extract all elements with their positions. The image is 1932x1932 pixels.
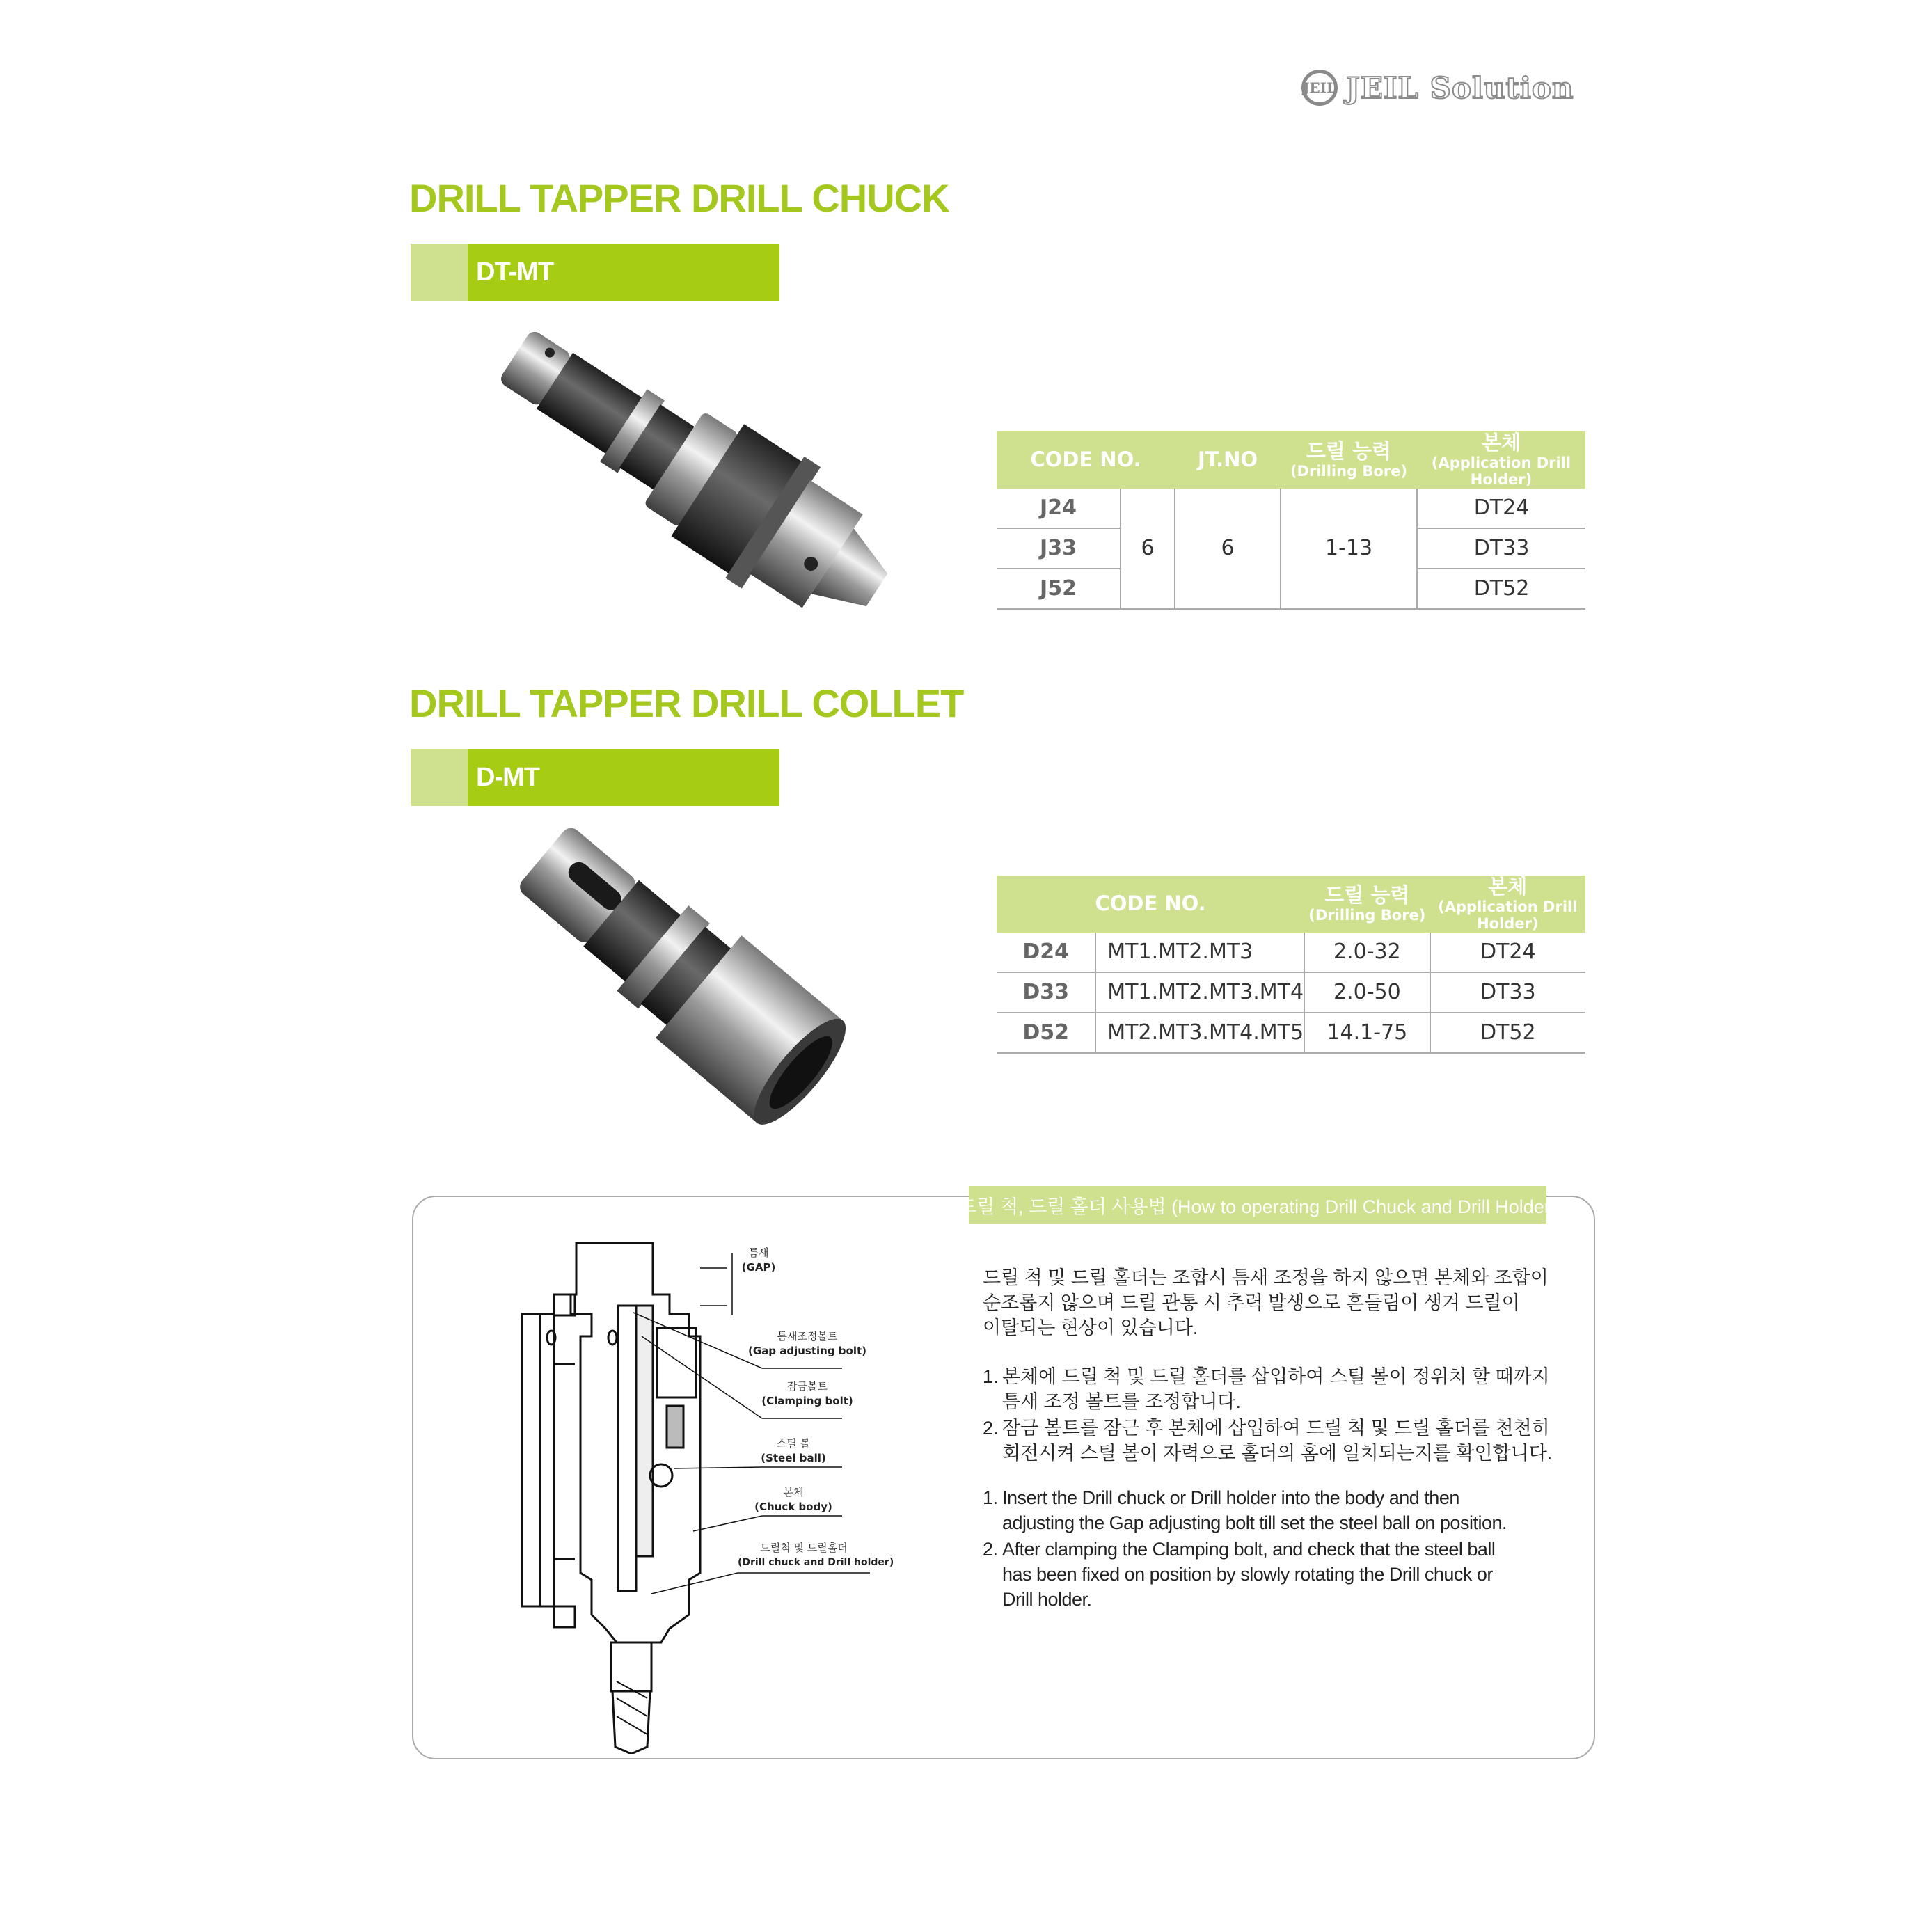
callout-gap-ko: 틈새 xyxy=(748,1246,769,1259)
chuck-cross-section-diagram xyxy=(487,1225,933,1754)
holder-cell: DT24 xyxy=(1430,933,1585,972)
howto-step-ko-2: 2. 잠금 볼트를 잠근 후 본체에 삽입하여 드릴 척 및 드릴 홀더를 천천히 회전시켜 스틸 볼이 자력으로 홀더의 홈에 일치되는지를 확인합니다. xyxy=(983,1418,1553,1464)
howto-step-en-1: 1. Insert the Drill chuck or Drill holder into the body and then adjusting the Gap adjusting bolt till set the steel ball on position. xyxy=(983,1487,1507,1533)
callout-gap-adjusting-bolt xyxy=(738,1329,877,1359)
header-holder-en: (Application Drill Holder) xyxy=(1431,454,1571,489)
jt-cell: 6 xyxy=(1175,489,1281,609)
section2-model-bar xyxy=(411,749,779,806)
col2-cell: 6 xyxy=(1121,489,1175,609)
brand-emblem-icon: JEIL xyxy=(1301,70,1338,106)
callout-holder-en: (Drill chuck and Drill holder) xyxy=(738,1557,894,1568)
callout-gap xyxy=(731,1246,786,1275)
section1-model-bar xyxy=(411,244,779,301)
mt-cell: MT1.MT2.MT3.MT4 xyxy=(1095,972,1304,1013)
code-cell: D24 xyxy=(997,933,1095,972)
table-header-row xyxy=(997,876,1585,933)
table-row xyxy=(997,489,1585,528)
callout-adj-ko: 틈새조정볼트 xyxy=(777,1330,838,1343)
bore-cell: 2.0-32 xyxy=(1304,933,1430,972)
howto-step-en-2: 2. After clamping the Clamping bolt, and check that the steel ball has been fixed on position by slowly rotating the Drill chuck or Drill holder. xyxy=(983,1539,1496,1610)
table-header-row xyxy=(997,431,1585,489)
callout-clamping-bolt xyxy=(738,1379,877,1409)
header-holder-ko: 본체 xyxy=(1481,431,1521,454)
holder-cell: DT52 xyxy=(1417,569,1585,609)
header-bore-en: (Drilling Bore) xyxy=(1308,907,1426,924)
collet-spec-table xyxy=(997,876,1585,1054)
howto-title: 드릴 척, 드릴 홀더 사용법 (How to operating Drill Chuck and Drill Holder) xyxy=(969,1186,1546,1224)
brand-logo xyxy=(1301,67,1574,109)
chuck-spec-table xyxy=(997,431,1585,610)
callout-drill-holder xyxy=(738,1541,894,1570)
callout-body-en: (Chuck body) xyxy=(754,1501,832,1513)
drill-chuck-image xyxy=(487,313,947,647)
table-row xyxy=(997,972,1585,1013)
header-bore xyxy=(1304,876,1430,933)
header-bore-ko: 드릴 능력 xyxy=(1324,883,1410,908)
code-cell: D33 xyxy=(997,972,1095,1013)
callout-steel-ball xyxy=(738,1436,849,1466)
holder-cell: DT24 xyxy=(1417,489,1585,528)
header-code: CODE NO. xyxy=(997,876,1304,933)
section2-title: DRILL TAPPER DRILL COLLET xyxy=(409,681,964,725)
callout-adj-en: (Gap adjusting bolt) xyxy=(747,1345,867,1357)
bore-cell: 14.1-75 xyxy=(1304,1013,1430,1053)
callout-chuck-body xyxy=(738,1485,849,1514)
header-bore xyxy=(1281,431,1417,489)
header-holder-ko: 본체 xyxy=(1488,875,1528,898)
table-row xyxy=(997,933,1585,972)
callout-ball-ko: 스틸 볼 xyxy=(776,1437,811,1450)
callout-clamp-ko: 잠금볼트 xyxy=(787,1380,828,1393)
code-cell: D52 xyxy=(997,1013,1095,1053)
callout-holder-ko: 드릴척 및 드릴홀더 xyxy=(760,1542,848,1554)
header-bore-ko: 드릴 능력 xyxy=(1306,439,1392,464)
brand-name: JEIL Solution xyxy=(1346,70,1574,105)
callout-body-ko: 본체 xyxy=(783,1486,804,1498)
header-jt: JT.NO xyxy=(1175,431,1281,489)
code-cell: J33 xyxy=(997,528,1121,569)
table-row xyxy=(997,1013,1585,1053)
howto-step-ko-1: 1. 본체에 드릴 척 및 드릴 홀더를 삽입하여 스틸 볼이 정위치 할 때까지 틈새 조정 볼트를 조정합니다. xyxy=(983,1366,1550,1412)
header-holder-en: (Application Drill Holder) xyxy=(1438,898,1578,933)
section1-title: DRILL TAPPER DRILL CHUCK xyxy=(409,176,949,220)
howto-intro-ko: 드릴 척 및 드릴 홀더는 조합시 틈새 조정을 하지 않으면 본체와 조합이 순조롭지 않으며 드릴 관통 시 추력 발생으로 흔들림이 생겨 드릴이 이탈되는 현상이 있습니다. xyxy=(983,1267,1549,1338)
callout-clamp-en: (Clamping bolt) xyxy=(761,1395,853,1407)
holder-cell: DT33 xyxy=(1417,528,1585,569)
holder-cell: DT52 xyxy=(1430,1013,1585,1053)
section2-model: D-MT xyxy=(468,749,779,806)
mt-cell: MT2.MT3.MT4.MT5 xyxy=(1095,1013,1304,1053)
header-code: CODE NO. xyxy=(997,431,1175,489)
callout-gap-en: (GAP) xyxy=(741,1261,776,1274)
holder-cell: DT33 xyxy=(1430,972,1585,1013)
header-holder xyxy=(1430,876,1585,933)
drill-collet-image xyxy=(501,814,905,1176)
code-cell: J52 xyxy=(997,569,1121,609)
header-holder xyxy=(1417,431,1585,489)
mt-cell: MT1.MT2.MT3 xyxy=(1095,933,1304,972)
code-cell: J24 xyxy=(997,489,1121,528)
bore-cell: 2.0-50 xyxy=(1304,972,1430,1013)
callout-ball-en: (Steel ball) xyxy=(761,1452,826,1464)
bore-cell: 1-13 xyxy=(1281,489,1417,609)
header-bore-en: (Drilling Bore) xyxy=(1290,463,1408,480)
section1-model: DT-MT xyxy=(468,244,779,301)
